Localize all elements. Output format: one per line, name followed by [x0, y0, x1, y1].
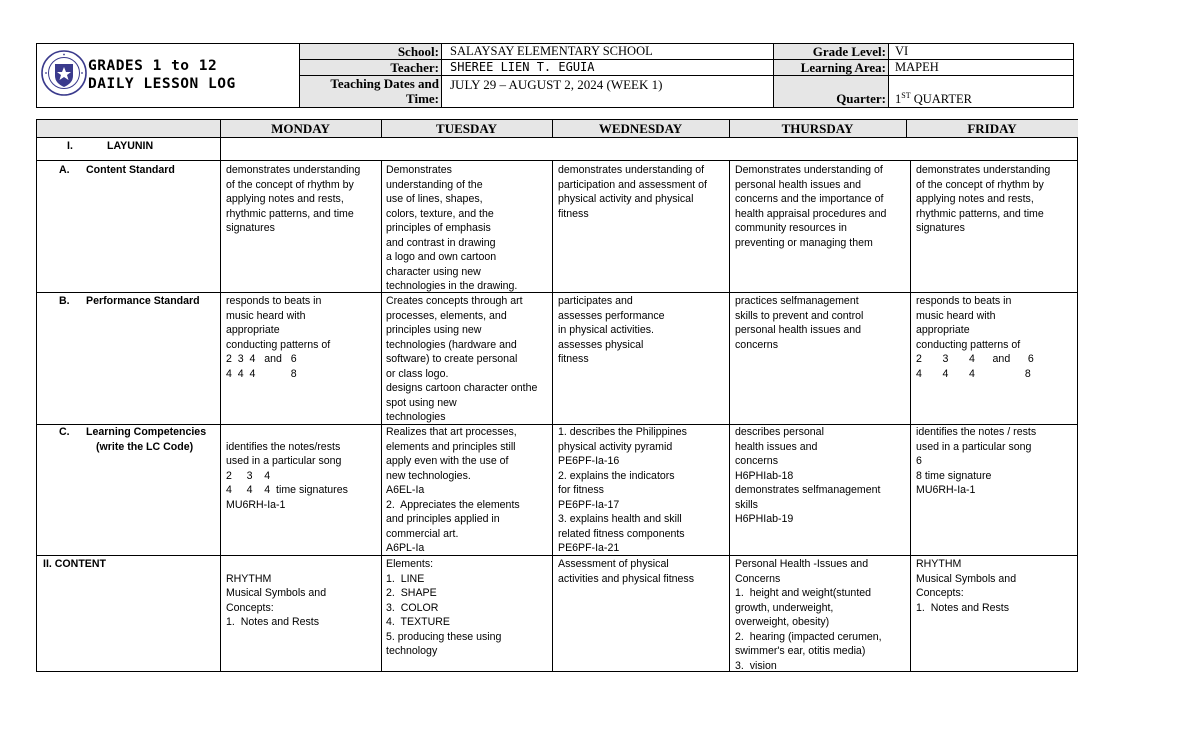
content-standard-tuesday: Demonstrates understanding of the use of lines, shapes, colors, texture, and the principles of emphasis and contrast in drawing a logo and own cartoon character using new technologies in the drawing. — [386, 164, 518, 292]
teacher-value: SHEREE LIEN T. EGUIA — [450, 60, 595, 74]
content-monday: RHYTHM Musical Symbols and Concepts: 1. Notes and Rests — [226, 572, 327, 628]
content-thursday: Personal Health -Issues and Concerns 1. height and weight(stunted growth, underweight, overweight, obesity) 2. hearing (impacted cerumen, swimmer's ear, otitis media) 3. vision — [735, 558, 882, 672]
learning-competencies-wednesday: 1. describes the Philippines physical activity pyramid PE6PF-Ia-16 2. explains the indicators for fitness PE6PF-Ia-17 3. explains health and skill related fitness components PE6PF-Ia-21 — [558, 426, 687, 554]
corner-header — [37, 120, 220, 137]
teaching-dates-value: JULY 29 – AUGUST 2, 2024 (WEEK 1) — [450, 77, 663, 92]
content-label: II. CONTENT — [43, 558, 106, 570]
layunin-label: LAYUNIN — [107, 140, 154, 152]
learning-area-label: Learning Area: — [800, 60, 886, 75]
deped-seal-icon — [41, 50, 87, 96]
content-tuesday: Elements: 1. LINE 2. SHAPE 3. COLOR 4. TEXTURE 5. producing these using technology — [386, 558, 502, 657]
performance-standard-tuesday: Creates concepts through art processes, elements, and principles using new technologies (hardware and software) to create personal or class logo. designs cartoon character onthe spot using new technologies — [386, 295, 538, 423]
form-title-line-2: DAILY LESSON LOG — [88, 76, 236, 92]
content-standard-thursday: Demonstrates understanding of personal health issues and concerns and the importance of health appraisal procedures and community resources in preventing or managing them — [735, 164, 887, 249]
layunin-number: I. — [67, 140, 73, 152]
content-wednesday: Assessment of physical activities and physical fitness — [558, 558, 695, 585]
grade-level-label: Grade Level: — [812, 44, 886, 59]
teaching-dates-label-2: Time: — [406, 91, 439, 106]
header-block — [36, 43, 1074, 108]
performance-standard-monday: responds to beats in music heard with appropriate conducting patterns of 2 3 4 and 6 4 4 4 8 — [226, 295, 331, 380]
performance-standard-friday: responds to beats in music heard with appropriate conducting patterns of 2 3 4 and 6 4 4 4 8 — [916, 295, 1034, 380]
learning-competencies-sublabel: (write the LC Code) — [96, 441, 194, 453]
teaching-dates-label-1: Teaching Dates and — [330, 76, 439, 91]
learning-competencies-monday: identifies the notes/rests used in a particular song 2 3 4 4 4 4 time signatures MU6RH-Ia-1 — [226, 440, 348, 511]
content-standard-letter: A. — [59, 164, 70, 176]
day-header-thursday: THURSDAY — [729, 120, 906, 137]
day-header-tuesday: TUESDAY — [381, 120, 552, 137]
learning-competencies-label: Learning Competencies — [86, 426, 207, 438]
day-header-wednesday: WEDNESDAY — [552, 120, 729, 137]
form-title-line-1: GRADES 1 to 12 — [88, 58, 218, 74]
day-header-friday: FRIDAY — [906, 120, 1078, 137]
learning-area-value: MAPEH — [895, 60, 939, 74]
content-standard-wednesday: demonstrates understanding of participation and assessment of physical activity and physical fitness — [558, 164, 707, 220]
performance-standard-thursday: practices selfmanagement skills to prevent and control personal health issues and concerns — [735, 295, 864, 351]
content-friday: RHYTHM Musical Symbols and Concepts: 1. Notes and Rests — [916, 558, 1017, 614]
learning-competencies-thursday: describes personal health issues and concerns H6PHIab-18 demonstrates selfmanagement skills H6PHIab-19 — [735, 426, 881, 525]
performance-standard-label: Performance Standard — [86, 295, 200, 307]
grade-level-value: VI — [895, 44, 909, 58]
content-standard-label: Content Standard — [86, 164, 175, 176]
content-standard-monday: demonstrates understanding of the concept of rhythm by applying notes and rests, rhythmic patterns, and time signatures — [226, 164, 361, 234]
content-standard-friday: demonstrates understanding of the concept of rhythm by applying notes and rests, rhythmic patterns, and time signatures — [916, 164, 1051, 234]
performance-standard-wednesday: participates and assesses performance in physical activities. assesses physical fitness — [558, 295, 665, 365]
quarter-value: 1ST QUARTER — [895, 91, 972, 107]
day-header-monday: MONDAY — [220, 120, 381, 137]
learning-competencies-letter: C. — [59, 426, 70, 438]
quarter-label: Quarter: — [836, 91, 886, 106]
school-value: SALAYSAY ELEMENTARY SCHOOL — [450, 44, 653, 58]
learning-competencies-tuesday: Realizes that art processes, elements and principles still apply even with the use of new technologies. A6EL-Ia 2. Appreciates the elements and principles applied in commercial art. A6PL-Ia — [386, 426, 520, 554]
school-label: School: — [397, 44, 439, 59]
performance-standard-letter: B. — [59, 295, 70, 307]
teacher-label: Teacher: — [390, 60, 439, 75]
learning-competencies-friday: identifies the notes / rests used in a particular song 6 8 time signature MU6RH-Ia-1 — [916, 426, 1037, 496]
header-title-box — [37, 44, 300, 107]
lesson-log-table — [36, 119, 1078, 672]
